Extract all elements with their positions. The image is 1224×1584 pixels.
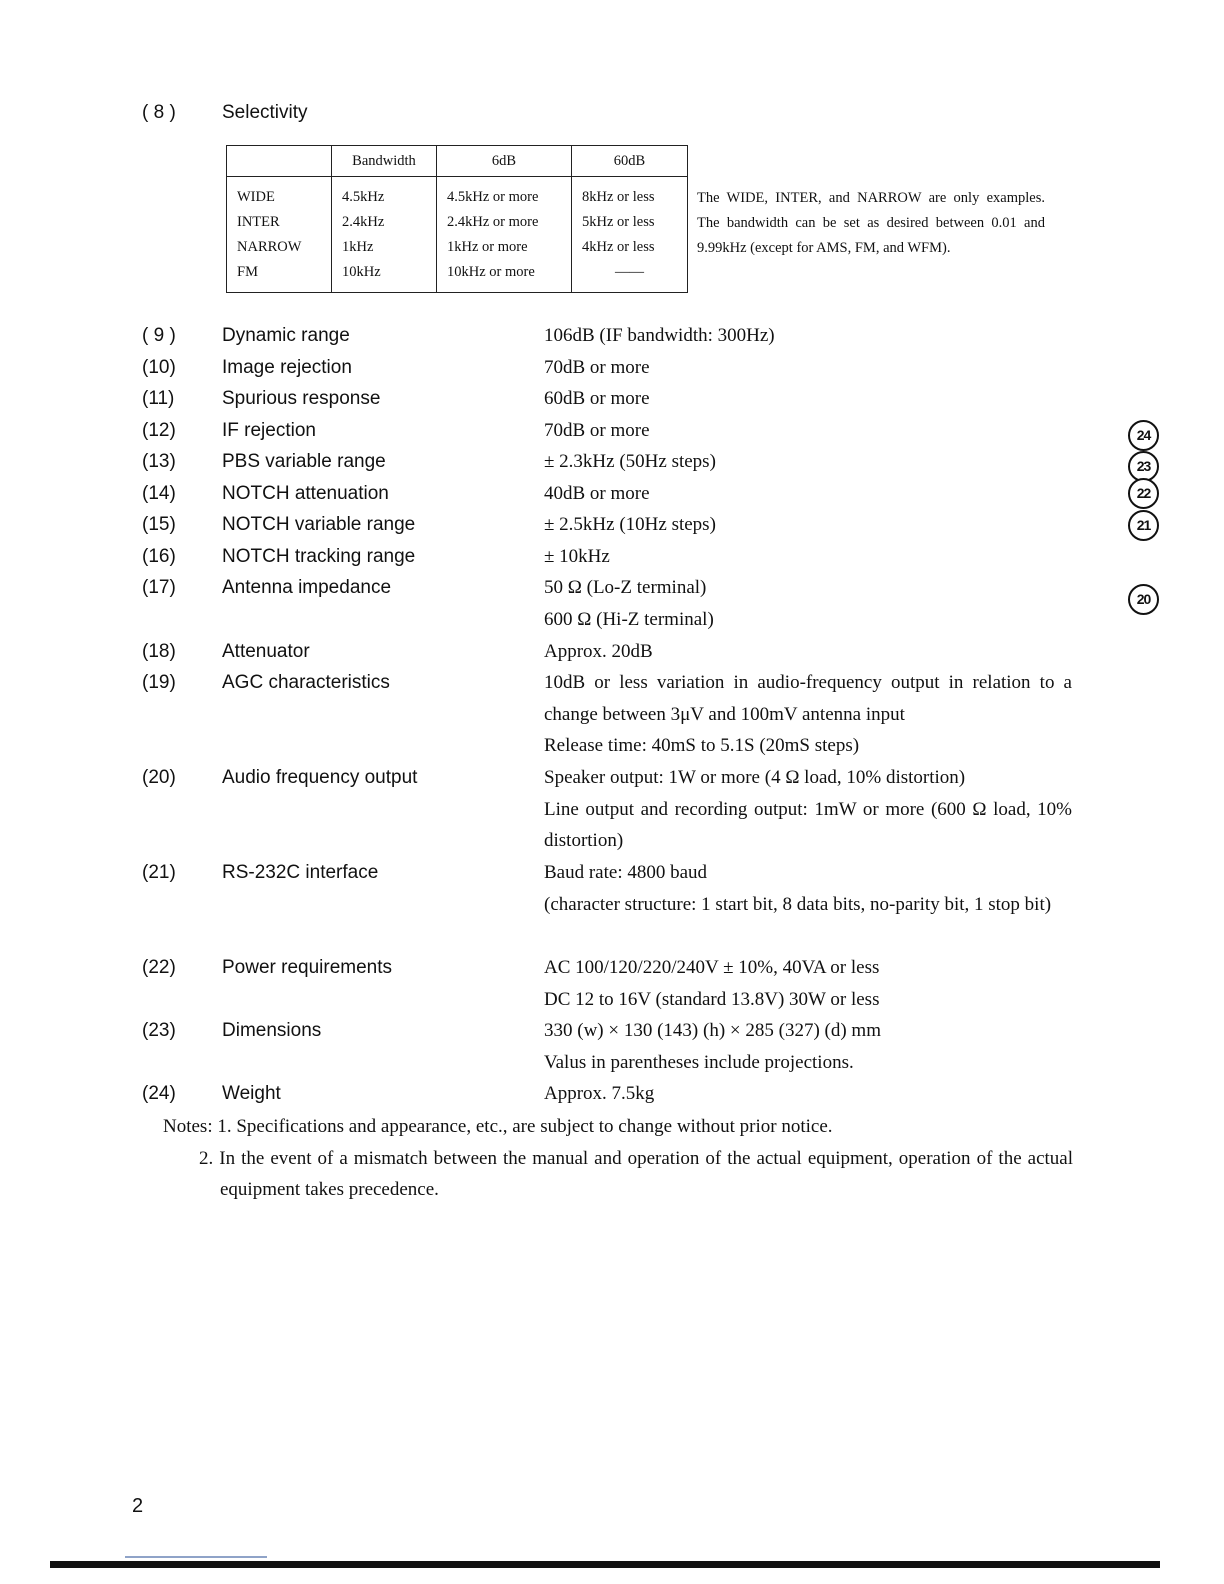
table-row — [227, 235, 688, 260]
circled-marker-23: 23 — [1128, 451, 1159, 482]
selectivity-table — [226, 145, 688, 293]
section-title: Selectivity — [222, 102, 308, 123]
table-cell: 10kHz or more — [437, 260, 572, 293]
table-cell: 4.5kHz or more — [437, 177, 572, 211]
circled-marker-21: 21 — [1128, 510, 1159, 541]
circled-marker-20: 20 — [1128, 584, 1159, 615]
spec-value: 60dB or more — [544, 388, 650, 409]
table-cell: 2.4kHz or more — [437, 210, 572, 235]
spec-value: 330 (w) × 130 (143) (h) × 285 (327) (d) mm — [544, 1020, 881, 1041]
spec-value: Approx. 20dB — [544, 641, 653, 662]
spec-value: 50 Ω (Lo-Z terminal) — [544, 577, 707, 598]
table-cell: 4.5kHz — [332, 177, 437, 211]
spec-name: Weight — [222, 1083, 281, 1104]
spec-value: 40dB or more — [544, 483, 650, 504]
circled-marker-24: 24 — [1128, 420, 1159, 451]
note-item: 2. In the event of a mismatch between the manual and operation of the actual equipment, operation of the actual equipment takes precedence. — [199, 1147, 1073, 1200]
spec-name: Audio frequency output — [222, 767, 418, 788]
table-cell: 10kHz — [332, 260, 437, 293]
spec-number: (23) — [142, 1020, 176, 1041]
footer-tab-line — [125, 1556, 267, 1558]
spec-value: Approx. 7.5kg — [544, 1083, 655, 1104]
spec-name: NOTCH tracking range — [222, 546, 416, 567]
spec-values — [544, 383, 1072, 415]
spec-values — [544, 636, 1072, 668]
spec-values — [544, 320, 1072, 352]
table-header-cell: 60dB — [572, 146, 688, 177]
spec-name: NOTCH variable range — [222, 514, 416, 535]
spec-values — [544, 509, 1072, 541]
spec-value: DC 12 to 16V (standard 13.8V) 30W or less — [544, 988, 880, 1010]
spec-name: AGC characteristics — [222, 672, 390, 693]
table-row — [227, 210, 688, 235]
spec-value: Line output and recording output: 1mW or more (600 Ω load, 10% distortion) — [544, 798, 1072, 851]
spec-value: 106dB (IF bandwidth: 300Hz) — [544, 325, 775, 346]
spec-number: (10) — [142, 357, 176, 378]
selectivity-note: The WIDE, INTER, and NARROW are only examples. The bandwidth can be set as desired between 0.01 and 9.99kHz (except for AMS, FM, and WFM). — [697, 190, 1045, 256]
note-item — [163, 1111, 1073, 1143]
page-number: 2 — [132, 1495, 144, 1517]
spec-values — [544, 857, 1072, 920]
table-cell: 4kHz or less — [572, 235, 688, 260]
spec-name: Image rejection — [222, 357, 352, 378]
spec-value: ± 2.5kHz (10Hz steps) — [544, 514, 716, 535]
section-number: ( 8 ) — [142, 102, 176, 123]
spec-number: (14) — [142, 483, 176, 504]
spec-name: RS-232C interface — [222, 862, 379, 883]
spec-values — [544, 446, 1072, 478]
spec-name: Dynamic range — [222, 325, 350, 346]
table-row — [227, 177, 688, 211]
spec-name: Dimensions — [222, 1020, 322, 1041]
spec-number: (13) — [142, 451, 176, 472]
spec-number: (24) — [142, 1083, 176, 1104]
spec-number: (12) — [142, 420, 176, 441]
spec-number: (11) — [142, 388, 175, 409]
spec-number: (18) — [142, 641, 176, 662]
table-cell: 8kHz or less — [572, 177, 688, 211]
spec-name: Power requirements — [222, 957, 393, 978]
spec-value: Valus in parentheses include projections. — [544, 1051, 854, 1073]
spec-number: (17) — [142, 577, 176, 598]
spec-number: (15) — [142, 514, 176, 535]
table-header-cell: Bandwidth — [332, 146, 437, 177]
spec-values — [544, 762, 1072, 857]
spec-value: 600 Ω (Hi-Z terminal) — [544, 608, 714, 630]
spec-value: ± 10kHz — [544, 546, 610, 567]
spec-values — [544, 352, 1072, 384]
spec-number: (19) — [142, 672, 176, 693]
spec-name: Spurious response — [222, 388, 381, 409]
spec-name: Attenuator — [222, 641, 310, 662]
table-cell: WIDE — [227, 177, 332, 211]
spec-value: Baud rate: 4800 baud — [544, 862, 708, 883]
spec-values — [544, 1078, 1072, 1110]
spec-values — [544, 478, 1072, 510]
spec-values — [544, 952, 1072, 1015]
spec-value: AC 100/120/220/240V ± 10%, 40VA or less — [544, 957, 880, 978]
table-cell: 1kHz — [332, 235, 437, 260]
table-cell: 5kHz or less — [572, 210, 688, 235]
footer-bar — [50, 1561, 1160, 1568]
table-cell: —— — [572, 260, 688, 293]
notes-label: Notes: — [163, 1116, 213, 1137]
table-cell: 2.4kHz — [332, 210, 437, 235]
spec-number: (20) — [142, 767, 176, 788]
table-cell: FM — [227, 260, 332, 293]
circled-marker-22: 22 — [1128, 478, 1159, 509]
spec-values — [544, 667, 1072, 762]
notes — [163, 1111, 1073, 1206]
spec-values — [544, 541, 1072, 573]
spec-values — [544, 572, 1072, 635]
spec-value: 10dB or less variation in audio-frequency output in relation to a change between 3μV and 100mV antenna input — [544, 672, 1072, 725]
note-text: 1. Specifications and appearance, etc., are subject to change without prior notice. — [217, 1116, 833, 1137]
spec-value: Speaker output: 1W or more (4 Ω load, 10% distortion) — [544, 767, 966, 788]
table-cell: NARROW — [227, 235, 332, 260]
table-cell: 1kHz or more — [437, 235, 572, 260]
table-header-cell: 6dB — [437, 146, 572, 177]
spec-number: ( 9 ) — [142, 325, 176, 346]
spec-name: NOTCH attenuation — [222, 483, 389, 504]
spec-value: ± 2.3kHz (50Hz steps) — [544, 451, 716, 472]
spec-number: (21) — [142, 862, 176, 883]
spec-values — [544, 415, 1072, 447]
table-header-cell — [227, 146, 332, 177]
spec-value: (character structure: 1 start bit, 8 data bits, no-parity bit, 1 stop bit) — [544, 893, 1052, 915]
spec-value: 70dB or more — [544, 420, 650, 441]
spec-value: Release time: 40mS to 5.1S (20mS steps) — [544, 735, 860, 756]
table-header-row — [227, 146, 688, 177]
table-row — [227, 260, 688, 293]
spec-number: (22) — [142, 957, 176, 978]
spec-name: Antenna impedance — [222, 577, 392, 598]
spec-number: (16) — [142, 546, 176, 567]
spec-values — [544, 1015, 1072, 1078]
spec-name: IF rejection — [222, 420, 316, 441]
spec-name: PBS variable range — [222, 451, 386, 472]
spec-value: 70dB or more — [544, 357, 650, 378]
table-cell: INTER — [227, 210, 332, 235]
